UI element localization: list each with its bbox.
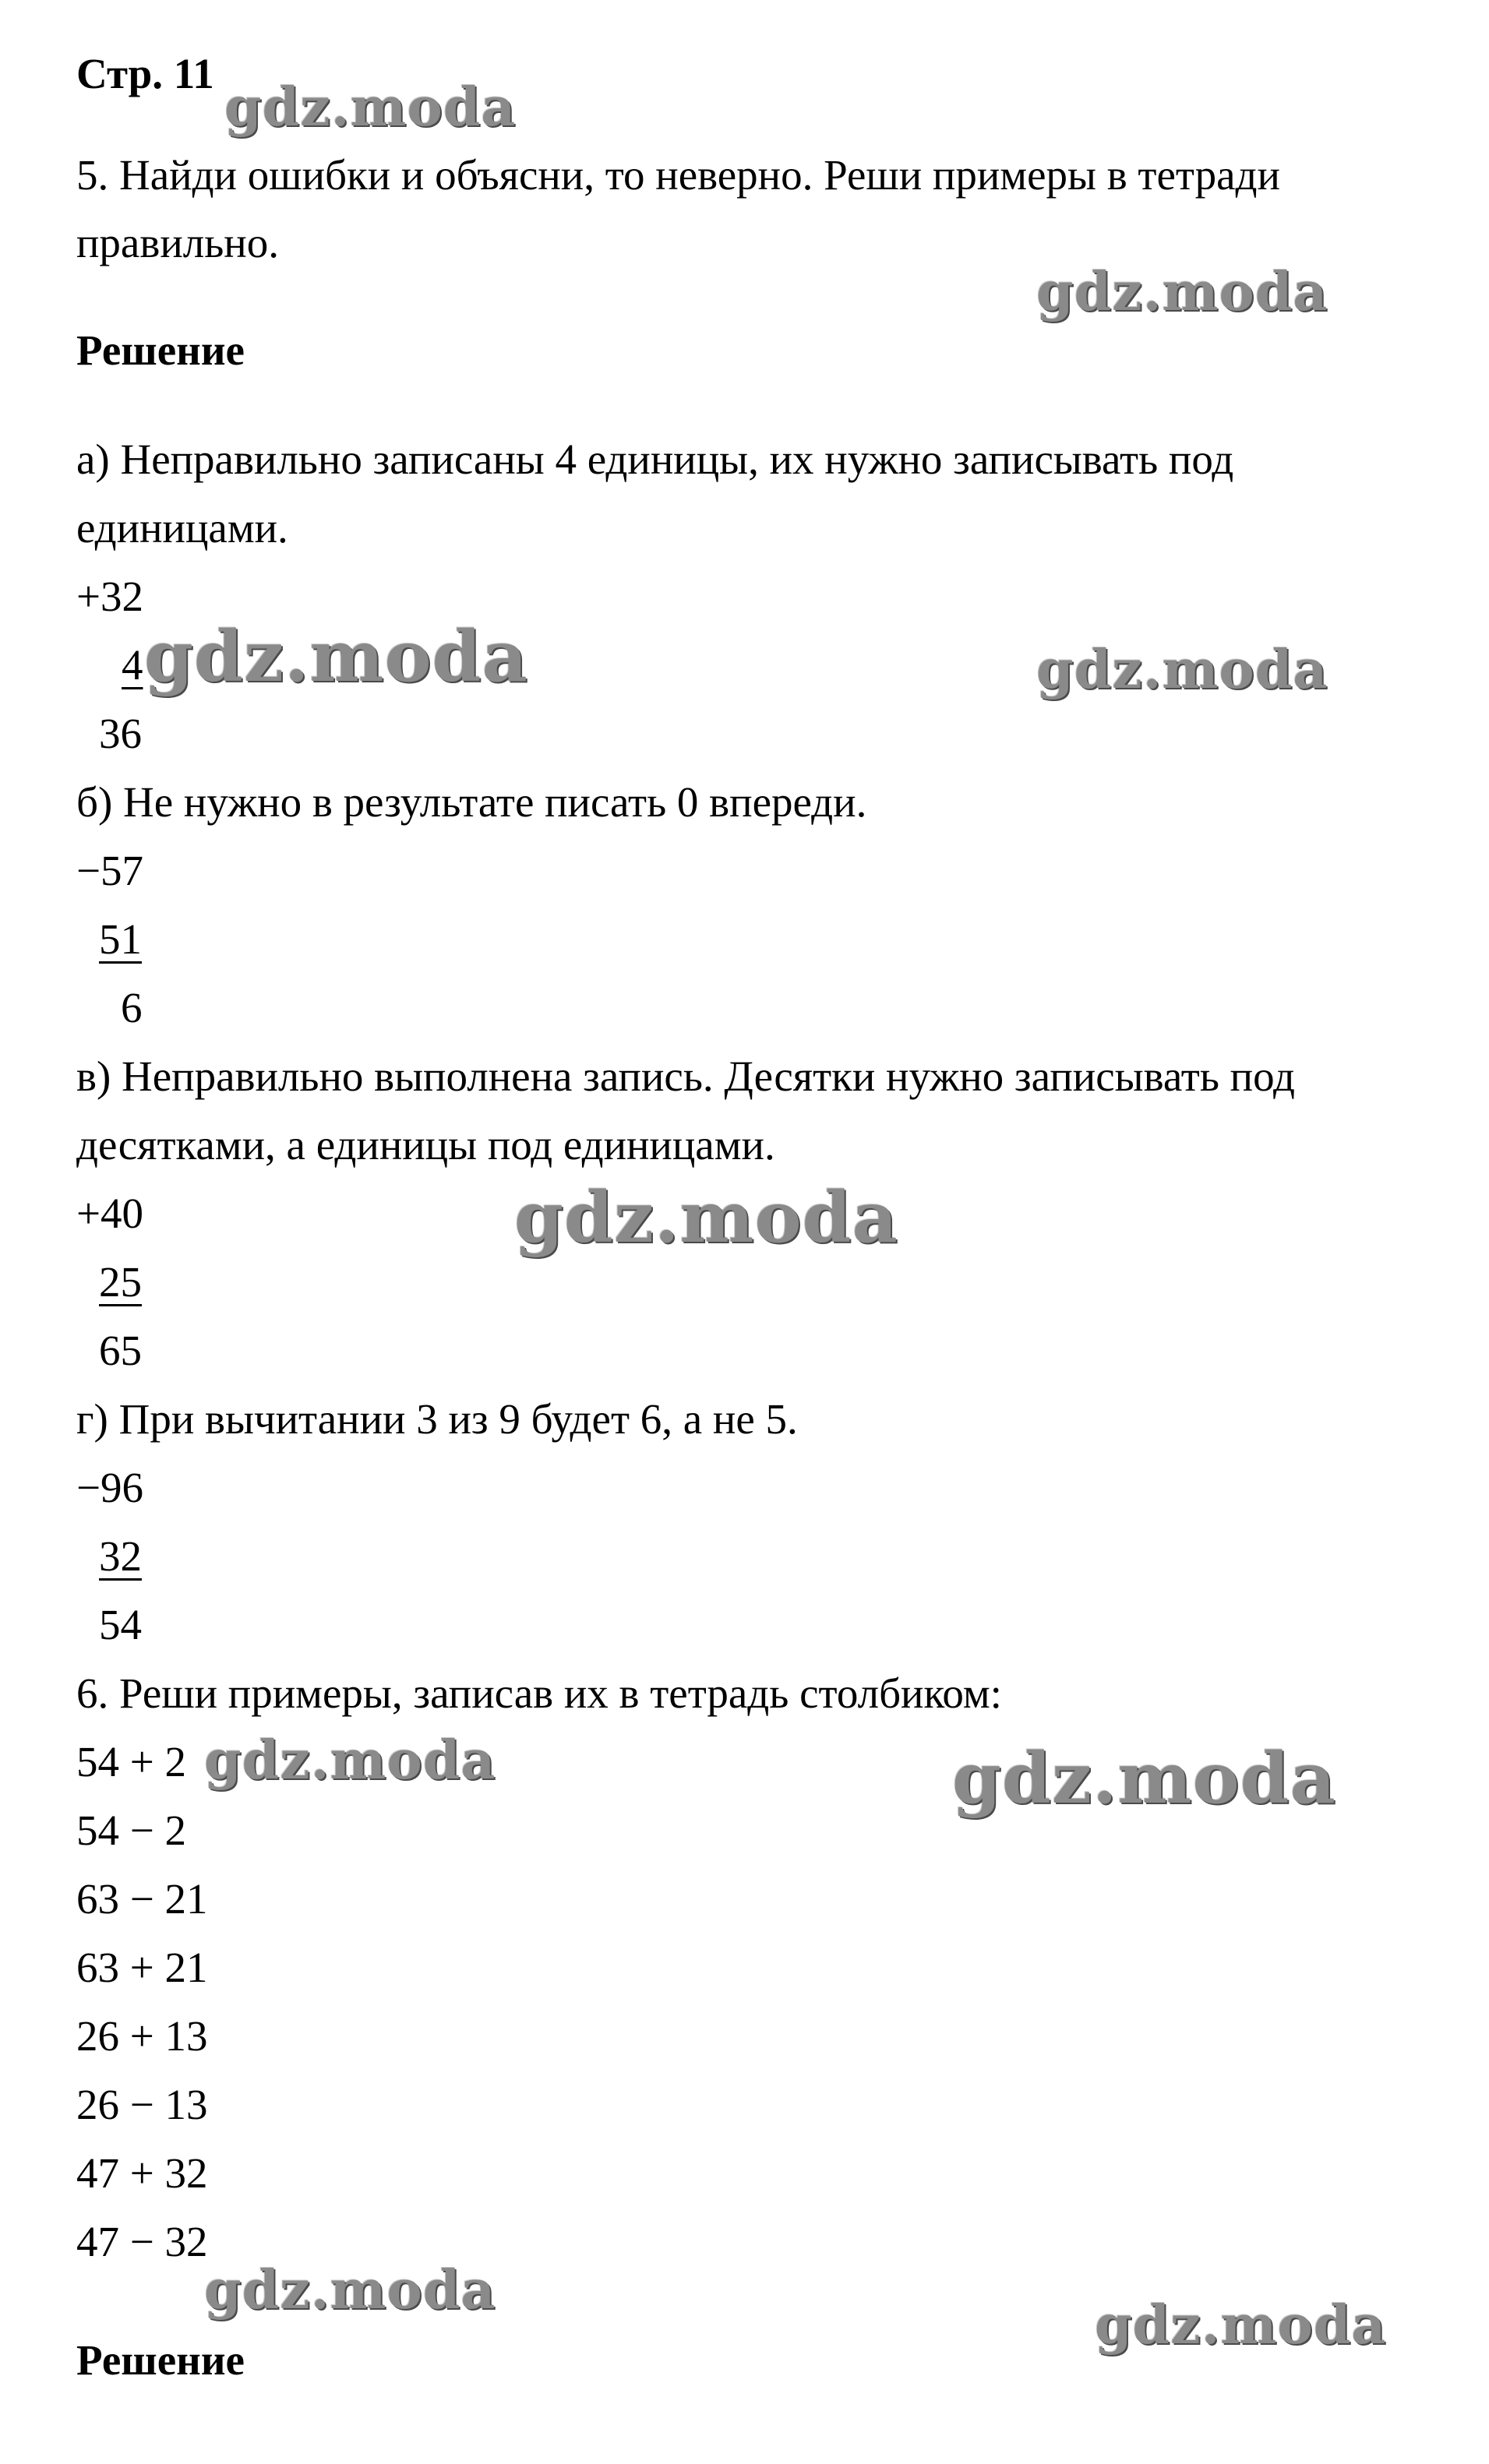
task5v-explain-line1: в) Неправильно выполнена запись. Десятки нужно записывать под — [76, 1052, 1296, 1100]
task6-example: 47 − 32 — [76, 2218, 208, 2265]
task6-solution-heading: Решение — [76, 2336, 245, 2384]
task6-text: 6. Реши примеры, записав их в тетрадь столбиком: — [76, 1669, 1002, 1717]
task5a-operand1: +32 — [76, 573, 144, 620]
task5a-result: 36 — [99, 710, 142, 757]
watermark: gdz.moda — [144, 615, 528, 698]
task5b-explain-line1: б) Не нужно в результате писать 0 впереди. — [76, 778, 867, 826]
task5v-explain-line2: десятками, а единицы под единицами. — [76, 1121, 775, 1169]
task5b-operand1: −57 — [76, 847, 144, 894]
task6-example: 63 + 21 — [76, 1944, 208, 1991]
task6-example: 63 − 21 — [76, 1875, 208, 1923]
watermark: gdz.moda — [514, 1176, 898, 1259]
task5b-operand2: 51 — [99, 915, 142, 963]
task5b-result: 6 — [121, 984, 143, 1031]
task5v-operand1: +40 — [76, 1190, 144, 1237]
task5a-operand2: 4 — [122, 641, 143, 689]
task6-example: 26 − 13 — [76, 2081, 208, 2128]
task5a-explain-line1: а) Неправильно записаны 4 единицы, их нужно записывать под — [76, 435, 1234, 483]
watermark: gdz.moda — [224, 76, 517, 139]
watermark: gdz.moda — [204, 1729, 496, 1792]
task6-example: 47 + 32 — [76, 2149, 208, 2197]
task5-solution-heading: Решение — [76, 326, 245, 374]
page-number: Стр. 11 — [76, 50, 214, 97]
task5a-explain-line2: единицами. — [76, 504, 288, 552]
task5g-result: 54 — [99, 1601, 142, 1648]
task6-example: 54 − 2 — [76, 1807, 187, 1854]
watermark: gdz.moda — [1036, 639, 1328, 701]
watermark: gdz.moda — [952, 1737, 1336, 1820]
task6-example: 26 + 13 — [76, 2012, 208, 2060]
task5g-operand2: 32 — [99, 1532, 142, 1580]
task6-example: 54 + 2 — [76, 1738, 187, 1785]
watermark: gdz.moda — [204, 2259, 496, 2321]
task5-text-line2: правильно. — [76, 219, 279, 266]
task5-text-line1: 5. Найди ошибки и объясни, то неверно. Реши примеры в тетради — [76, 151, 1280, 199]
task5g-operand1: −96 — [76, 1464, 144, 1511]
task5g-explain-line1: г) При вычитании 3 из 9 будет 6, а не 5. — [76, 1395, 798, 1443]
watermark: gdz.moda — [1036, 261, 1328, 323]
watermark: gdz.moda — [1095, 2294, 1387, 2356]
task5v-operand2: 25 — [99, 1258, 142, 1306]
task5v-result: 65 — [99, 1327, 142, 1374]
